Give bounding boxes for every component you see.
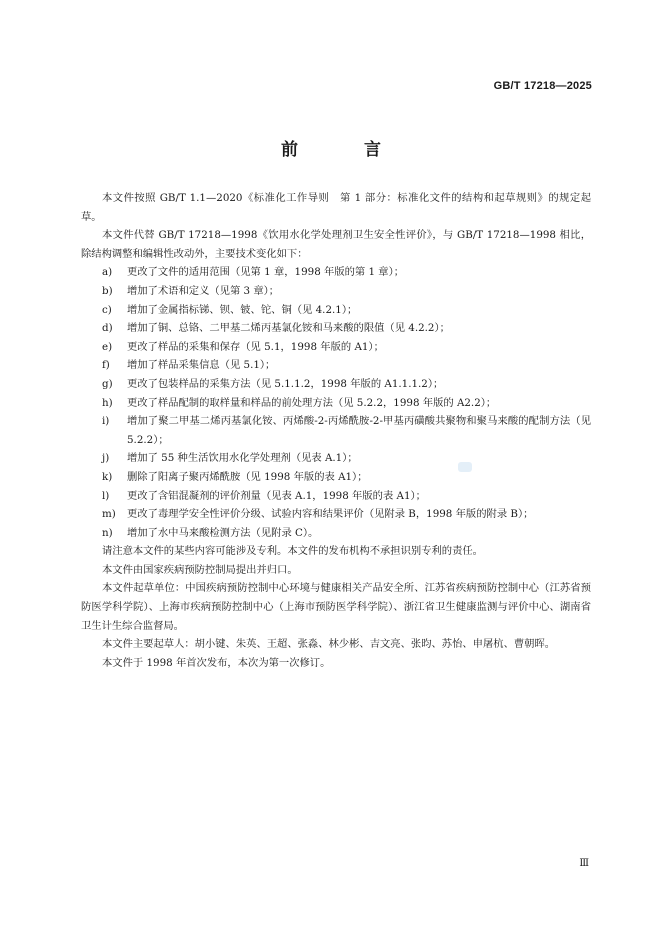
list-marker: j) — [102, 452, 110, 465]
page-title: 前 言 — [281, 140, 411, 160]
list-item-text: 增加了铜、总铬、二甲基二烯丙基氯化铵和马来酸的限值（见 4.2.2）； — [127, 322, 450, 335]
list-item-text: 增加了 55 种生活饮用水化学处理剂（见表 A.1）； — [127, 452, 358, 465]
paragraph-drafting-rules: 本文件按照 GB/T 1.1—2020《标准化工作导则 第 1 部分：标准化文件的结构和起草规则》的规定起草。 — [81, 192, 591, 223]
list-item-text: 更改了文件的适用范围（见第 1 章，1998 年版的第 1 章）； — [127, 266, 405, 279]
list-item-text: 增加了水中马来酸检测方法（见附录 C）。 — [127, 526, 319, 539]
list-item — [81, 524, 591, 543]
list-item — [81, 319, 591, 338]
list-item — [81, 338, 591, 357]
paragraph-patent-notice: 请注意本文件的某些内容可能涉及专利。本文件的发布机构不承担识别专利的责任。 — [102, 545, 483, 558]
list-marker: c) — [102, 303, 112, 316]
list-item — [81, 356, 591, 375]
list-item-text: 删除了阳离子聚丙烯酰胺（见 1998 年版的表 A1）； — [127, 470, 368, 483]
list-item-text: 增加了术语和定义（见第 3 章）； — [127, 284, 280, 297]
list-item — [81, 301, 591, 320]
list-marker: n) — [102, 526, 113, 539]
page-number: Ⅲ — [579, 858, 589, 869]
list-marker: b) — [102, 284, 113, 297]
list-marker: d) — [102, 322, 113, 335]
list-marker: e) — [102, 340, 113, 353]
watermark-logo — [458, 462, 472, 472]
list-marker: k) — [102, 470, 113, 483]
list-item — [81, 487, 591, 506]
list-item — [81, 505, 591, 524]
paragraph-replacement: 本文件代替 GB/T 17218—1998《饮用水化学处理剂卫生安全性评价》，与 GB/T 17218—1998 相比，除结构调整和编辑性改动外，主要技术变化如下： — [81, 229, 591, 260]
list-item-text: 增加了金属指标锑、钡、铍、铊、铜（见 4.2.1）； — [127, 303, 358, 316]
list-marker: f) — [102, 359, 110, 372]
paragraph-revision-history: 本文件于 1998 年首次发布，本次为第一次修订。 — [102, 656, 331, 669]
list-item-text: 更改了样品配制的取样量和样品的前处理方法（见 5.2.2，1998 年版的 A2.2）； — [127, 396, 497, 409]
changes-list — [81, 263, 591, 542]
list-marker: a) — [102, 266, 113, 279]
standard-code: GB/T 17218—2025 — [493, 80, 592, 92]
paragraph-drafters: 本文件主要起草人：胡小键、朱英、王超、张淼、林少彬、吉文亮、张昀、苏怡、申屠杭、曹朝晖。 — [102, 638, 556, 651]
list-item-text: 增加了样品采集信息（见 5.1）； — [127, 359, 276, 372]
list-item-text: 更改了样品的采集和保存（见 5.1，1998 年版的 A1）； — [127, 340, 384, 353]
list-item — [81, 394, 591, 413]
list-item — [81, 468, 591, 487]
list-item-text: 更改了包装样品的采集方法（见 5.1.1.2，1998 年版的 A1.1.1.2）； — [127, 377, 444, 390]
list-marker: g) — [102, 377, 113, 390]
list-item — [81, 282, 591, 301]
paragraph-drafting-units: 本文件起草单位：中国疾病预防控制中心环境与健康相关产品安全所、江苏省疾病预防控制中心（江苏省预防医学科学院）、上海市疾病预防控制中心（上海市预防医学科学院）、浙江省卫生健康监测与评价中心、湖南省卫生计生综合监督局。 — [81, 582, 591, 632]
list-item — [81, 449, 591, 468]
list-marker: l) — [102, 489, 110, 502]
list-item — [81, 375, 591, 394]
list-marker: h) — [102, 396, 113, 409]
list-item-text: 增加了聚二甲基二烯丙基氯化铵、丙烯酸-2-丙烯酰胺-2-甲基丙磺酸共聚物和聚马来酸的配制方法（见 5.2.2）； — [127, 415, 591, 446]
list-item-text: 更改了毒理学安全性评价分级、试验内容和结果评价（见附录 B，1998 年版的附录 B）； — [127, 508, 534, 521]
list-marker: m) — [102, 508, 116, 521]
list-item — [81, 263, 591, 282]
paragraph-proposer: 本文件由国家疾病预防控制局提出并归口。 — [102, 563, 298, 576]
list-item — [81, 412, 591, 449]
list-item-text: 更改了含铝混凝剂的评价剂量（见表 A.1，1998 年版的表 A1）； — [127, 489, 426, 502]
foreword-body — [81, 189, 591, 672]
list-marker: i) — [102, 415, 110, 428]
